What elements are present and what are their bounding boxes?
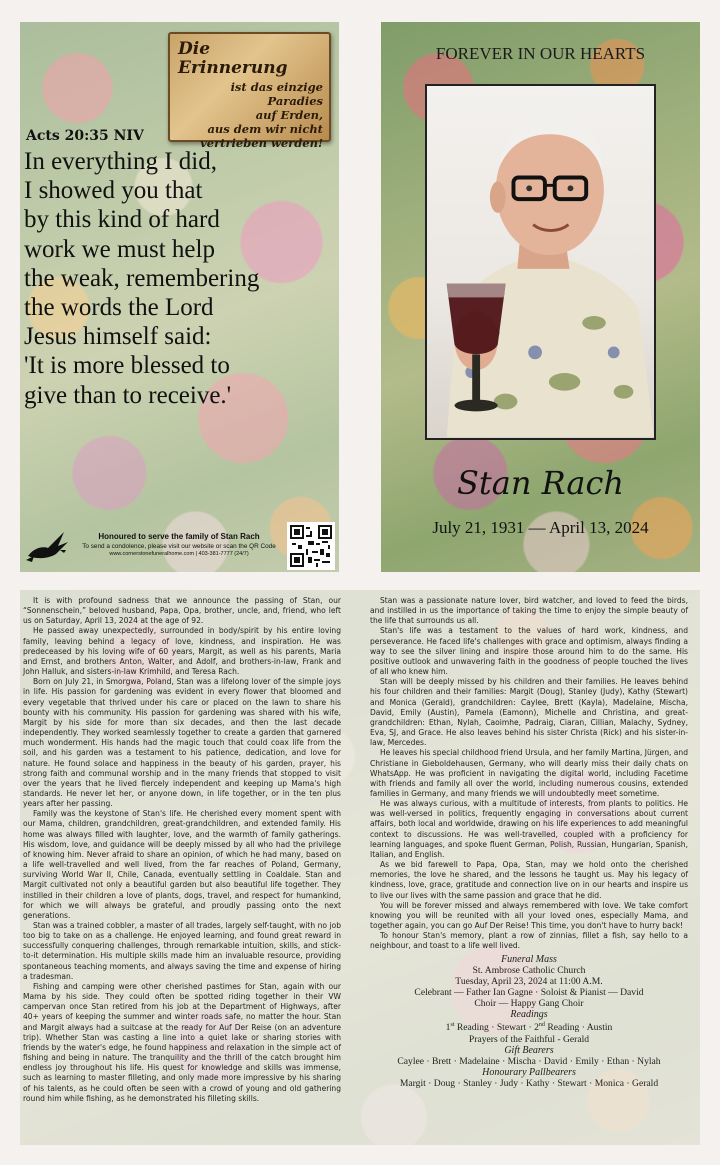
funeral-home-footer [20,522,339,572]
obituary-column-left [23,596,341,1104]
portrait-illustration [427,86,654,438]
service-datetime: Tuesday, April 23, 2024 at 11:00 A.M. [455,976,603,988]
obituary-paragraph: Fishing and camping were other cherished pastimes for Stan, again with our Mama by his side. They could often be spotted riding together in their VW campervan once Stan retired from his job at the Department of Highways, after 40+ years of keeping the summer and winter roads safe, no matter the hour. Stan and Margit always had a suitcase at the ready for Auf Der Reise (on an adventure trip). Whether Stan was casting a line into a quiet lake or sharing stories with friends by the water's edge, he found happiness and relaxation in the simple act of fishing and being in nature. The tranquility and the thrill of the catch brought him endless joy throughout his life. His quest for knowledge and skills was immense, such as learning to master filleting, and only made more impressive by his sharing of his talents, as he could often be seen with a crowd of young and old gathering round him while fishing, as he demonstrated his filleting skills. [23,981,341,1103]
plaque-text [178,80,323,150]
verse-panel [20,22,339,572]
prayers-line: Prayers of the Faithful - Gerald [468,1033,590,1045]
reading-number: 2 [534,1022,539,1034]
obituary-paragraph: Stan will be deeply missed by his children and their families. He leaves behind his four children and their families: Margit (Doug), Stanley (Judy), Kathy (Stewart) and Monica (Gerald), grandchildren: Caylee, Brett (Kayla), Madelaine, Mischa, David, Emily (Austin), Pamela (Eamonn), Michelle and Christina, and great-grandchildren: Ethan, Nylah, Caoimhe, Padraig, Ciaran, Cillian, Malachy, Sydney, Eva, SJ, and Grace. He also leaves behind his sister Christa (Rick) and his sister-in-law, Mercedes. [370,677,688,748]
readings-line [370,1020,688,1033]
verse-line: work we must help [24,235,215,263]
verse-line: by this kind of hard [24,206,220,234]
gift-bearers-heading: Gift Bearers [504,1044,554,1056]
reading-text: Reading · Austin [544,1022,613,1034]
verse-line: the weak, remembering [24,264,260,292]
verse-reference: Acts 20:35 NIV [26,128,144,144]
life-dates: July 21, 1931 — April 13, 2024 [432,518,649,537]
reading-ordinal: nd [538,1022,545,1029]
qr-code-icon[interactable] [287,522,335,570]
reading-number: 1 [445,1022,451,1034]
obituary-paragraph: It is with profound sadness that we announce the passing of Stan, our “Sonnenschein,” beloved husband, Papa, Opa, brother, uncle, and, friend, who left us on Saturday, April 13, 2024 at the age of 92. [23,596,341,626]
contact-text: www.cornerstonefuneralhome.com | 403-381-7777 (24/7) [109,551,249,557]
readings-heading: Readings [510,1009,548,1021]
pallbearers-heading: Honourary Pallbearers [482,1066,576,1078]
forever-header: FOREVER IN OUR HEARTS [435,44,646,63]
reading-text: Reading · Stewart · [454,1022,535,1034]
plaque-line: vertrieben werden! [200,136,323,150]
portrait-photo [425,84,656,440]
church-name: St. Ambrose Catholic Church [472,965,586,977]
obituary-paragraph: He was always curious, with a multitude of interests, from plants to politics. He was well-versed in politics, frequently engaging in conversations about current affairs, both local and worldwide, drawing on his life experiences to add meaningful context to discussions. He was well-travelled, coupled with a proficiency for learning languages, and spoke fluent German, Polish, Russian, Hungarian, Spanish, Italian, and English. [370,799,688,859]
obituary-paragraph: Born on July 21, in Smorgwa, Poland, Stan was a lifelong lover of the simple joys in life. His passion for gardening was evident in every flower that bloomed and every vegetable that thrived under his care or placed on the lawn to share his bounty with his community. His passion for gardening was shared with his wife, Margit by his side for more than six decades, and then the last decade independently. They worked seamlessly together to create a garden that garnered much wonderment. His hands had the magic touch that could coax life from the soil, and his garden was a testament to his patience, dedication, and love for nature. He found solace and happiness in the beauty of his garden, prayer, his strong faith and communal worship and in the many friends that stopped to visit over the years that he lived fiercely independent and keeping up Mama's high standards. He never let her, or anyone down, in life together, or in the ten plus years after her passing. [23,677,341,809]
plaque-line: auf Erden, [255,108,323,122]
plaque-line: ist das einzige Paradies [230,80,323,108]
obituary-paragraph: You will be forever missed and always remembered with love. We take comfort knowing you will be reunited with all your loved ones, especially Mama, and together again, you can go Auf Der Reise! This time, you don't have to hurry back! [370,900,688,930]
obituary-column-right [370,596,688,1089]
obituary-paragraph: He leaves his special childhood friend Ursula, and her family Martina, Jürgen, and Christiane in Gieboldehausen, Germany, who will dearly miss their daily chats on WhatsApp. He was proficient in navigating the digital world, including Facetime with friends and family all over the world, including numerous cousins, extended families in Germany, and many friends we will undoubtedly meet sometime. [370,748,688,798]
memory-plaque [168,32,331,150]
deceased-name: Stan Rach [456,464,625,502]
obituary-paragraph: As we bid farewell to Papa, Opa, Stan, may we hold onto the cherished memories, the love he shared, and the lessons he taught us. May his legacy of kindness, love, grace, gratitude and connection live on in our hearts and inspire us to live our lives with the same passion and grace that he did. [370,860,688,900]
obituary-paragraph: Stan was a trained cobbler, a master of all trades, largely self-taught, with no job too big to take on as a challenge. He enjoyed learning, and found great reward in successfully conquering challenges, through remarkable intuition, skills, and stick-to-it determination. His multiple skills made him an invaluable resource, providing spontaneous teaching moments, and always saving the time and expense of hiring a tradesman. [23,921,341,981]
obituary-paragraph: He passed away unexpectedly, surrounded in body/spirit by his entire loving family, leaving behind a legacy of love, kindness, and inspiration. He was predeceased by his loving wife of 60 years, Margit, as well as his parents, Maria and Ernst, and brothers Anton, Walter, and Adolf, and brothers-in-law, Frank and John Halluk, and sisters-in-law Krimhild, and Teresa Rach. [23,626,341,677]
verse-line: Jesus himself said: [24,323,212,351]
obituary-paragraph: Stan's life was a testament to the values of hard work, kindness, and perseverance. He faced life's challenges with grace and optimism, always finding a way to see the silver lining and inspire those around him to do the same. His positive outlook and unwavering faith in the goodness of people touched the lives of all who knew him. [370,626,688,677]
verse-line: I showed you that [24,177,203,205]
verse-line: give than to receive.' [24,381,232,409]
verse-line: 'It is more blessed to [24,352,230,380]
honour-heading: Honoured to serve the family of Stan Rach [98,532,260,541]
funeral-mass-heading: Funeral Mass [501,954,557,966]
service-details [370,954,688,1088]
plaque-line: aus dem wir nicht [207,122,323,136]
plaque-title: Die Erinnerung [178,39,288,78]
obituary-paragraph: To honour Stan's memory, plant a row of zinnias, fillet a fish, say hello to a neighbour, and toast to a life well lived. [370,931,688,951]
choir-line: Choir — Happy Gang Choir [474,998,584,1010]
pallbearers-list: Margit · Doug · Stanley · Judy · Kathy · Stewart · Monica · Gerald [399,1077,659,1089]
obituary-paragraph: Family was the keystone of Stan's life. He cherished every moment spent with our Mama, children, grandchildren, great-grandchildren, and extended family. His home was always filled with laughter, love, and the warmth of family gatherings. His wisdom, love, and guidance will be deeply missed by all who had the privilege of knowing him. Never afraid to share an opinion, of which he had many, based on a life well-travelled and well lived, from the far reaches of Poland, Germany, surviving World War II, Chile, Canada, eventually settling in Coaldale. Stan and Margit cultivated not only a beautiful garden but also beautiful life together. They instilled in their children a love of plants, dogs, travel, and respect for humankind, for which we will always be grateful, and proudly passing onto the next generations. [23,809,341,920]
reading-ordinal: st [450,1022,455,1029]
verse-line: In everything I did, [24,148,218,175]
honour-text [68,532,290,557]
celebrant-line: Celebrant — Father Ian Gagne · Soloist & Pianist — David [414,987,644,999]
condolence-text: To send a condolence, please visit our website or scan the QR Code [82,543,276,550]
gift-bearers-list: Caylee · Brett · Madelaine · Mischa · David · Emily · Ethan · Nylah [397,1055,661,1067]
dove-logo-icon [24,526,70,564]
obituary-paragraph: Stan was a passionate nature lover, bird watcher, and loved to feed the birds, and instilled in us the importance of taking the time to enjoy the simple beauty of the life that surrounds us all. [370,596,688,626]
portrait-panel [381,22,700,572]
bible-verse [24,147,324,410]
verse-line: the words the Lord [24,294,214,322]
